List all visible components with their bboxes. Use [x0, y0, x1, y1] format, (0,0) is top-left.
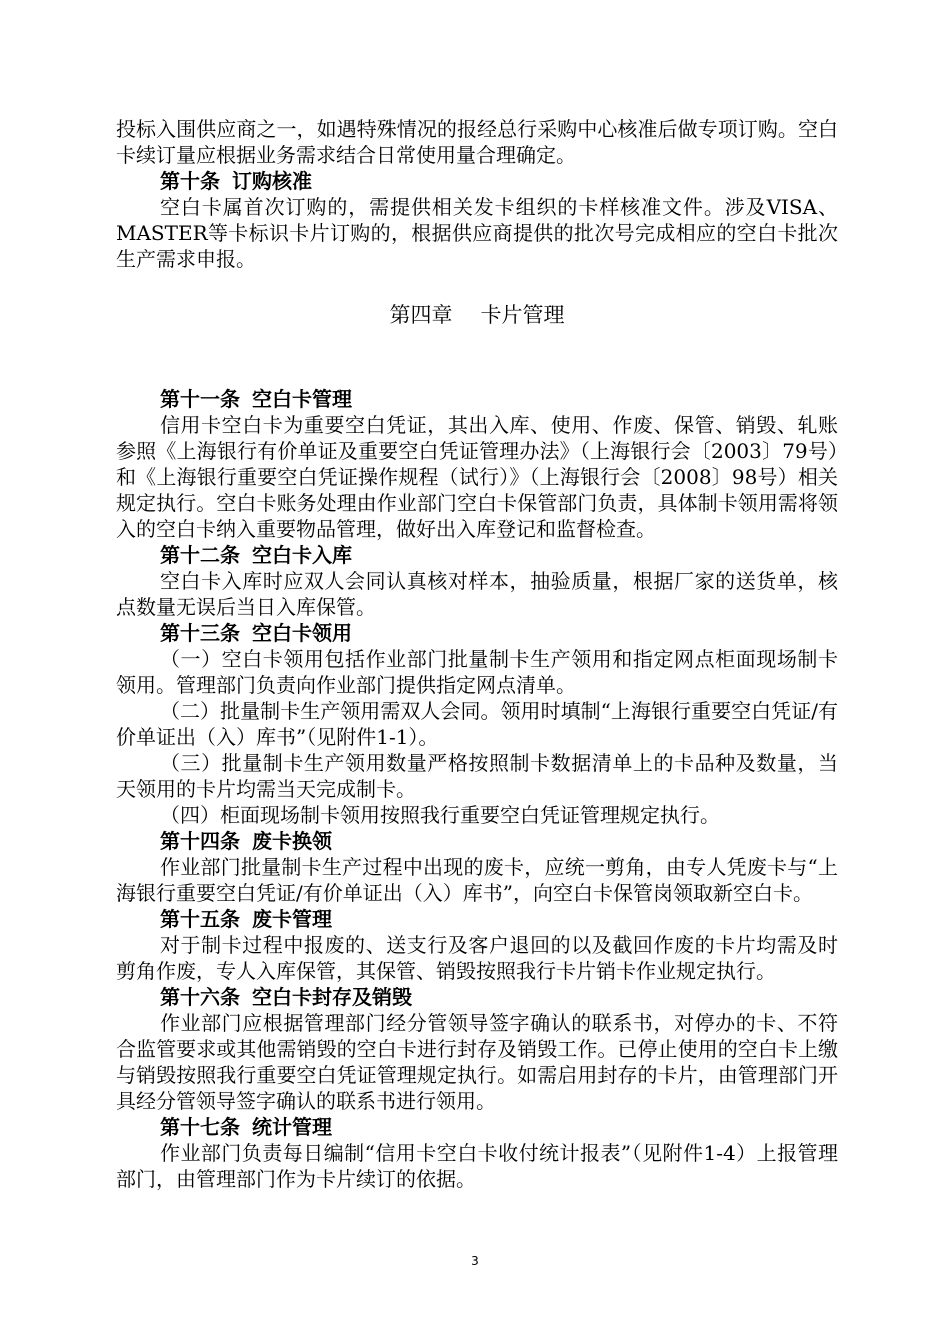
article-12-heading: 第十二条 空白卡入库 [160, 543, 352, 567]
article-13-item-1: （一）空白卡领用包括作业部门批量制卡生产领用和指定网点柜面现场制卡领用。管理部门负责向作业部门提供指定网点清单。 [116, 647, 838, 697]
article-17-body: 作业部门负责每日编制“信用卡空白卡收付统计报表”（见附件1-4）上报管理部门，由管理部门作为卡片续订的依据。 [116, 1141, 838, 1191]
article-14-heading: 第十四条 废卡换领 [160, 829, 332, 853]
article-16-body: 作业部门应根据管理部门经分管领导签字确认的联系书，对停办的卡、不符合监管要求或其他需销毁的空白卡进行封存及销毁工作。已停止使用的空白卡上缴与销毁按照我行重要空白凭证管理规定执行。如需启用封存的卡片，由管理部门开具经分管领导签字确认的联系书进行领用。 [116, 1011, 838, 1113]
page-number: 3 [471, 1254, 479, 1268]
paragraph-continued: 投标入围供应商之一，如遇特殊情况的报经总行采购中心核准后做专项订购。空白卡续订量应根据业务需求结合日常使用量合理确定。 [116, 117, 838, 167]
article-10-heading: 第十条 订购核准 [160, 169, 312, 193]
article-13-item-4: （四）柜面现场制卡领用按照我行重要空白凭证管理规定执行。 [160, 803, 720, 827]
article-10-body: 空白卡属首次订购的，需提供相关发卡组织的卡样核准文件。涉及VISA、MASTER等卡标识卡片订购的，根据供应商提供的批次号完成相应的空白卡批次生产需求申报。 [116, 195, 838, 271]
article-16-heading: 第十六条 空白卡封存及销毁 [160, 985, 412, 1009]
page-content [116, 116, 838, 1192]
article-13-item-2: （二）批量制卡生产领用需双人会同。领用时填制“上海银行重要空白凭证/有价单证出（入）库书”（见附件1-1）。 [116, 699, 838, 749]
article-11-body: 信用卡空白卡为重要空白凭证，其出入库、使用、作废、保管、销毁、轧账参照《上海银行有价单证及重要空白凭证管理办法》（上海银行会〔2003〕79号）和《上海银行重要空白凭证操作规程（试行）》（上海银行会〔2008〕98号）相关规定执行。空白卡账务处理由作业部门空白卡保管部门负责，具体制卡领用需将领入的空白卡纳入重要物品管理，做好出入库登记和监督检查。 [116, 413, 838, 541]
article-15-heading: 第十五条 废卡管理 [160, 907, 332, 931]
article-14-body: 作业部门批量制卡生产过程中出现的废卡，应统一剪角，由专人凭废卡与“上海银行重要空白凭证/有价单证出（入）库书”，向空白卡保管岗领取新空白卡。 [116, 855, 838, 905]
chapter-heading: 第四章 卡片管理 [389, 303, 565, 327]
article-13-heading: 第十三条 空白卡领用 [160, 621, 352, 645]
article-13-item-3: （三）批量制卡生产领用数量严格按照制卡数据清单上的卡品种及数量，当天领用的卡片均需当天完成制卡。 [116, 751, 838, 801]
article-12-body: 空白卡入库时应双人会同认真核对样本，抽验质量，根据厂家的送货单，核点数量无误后当日入库保管。 [116, 569, 838, 619]
article-11-heading: 第十一条 空白卡管理 [160, 387, 352, 411]
article-17-heading: 第十七条 统计管理 [160, 1115, 332, 1139]
article-15-body: 对于制卡过程中报废的、送支行及客户退回的以及截回作废的卡片均需及时剪角作废，专人入库保管，其保管、销毁按照我行卡片销卡作业规定执行。 [116, 933, 838, 983]
